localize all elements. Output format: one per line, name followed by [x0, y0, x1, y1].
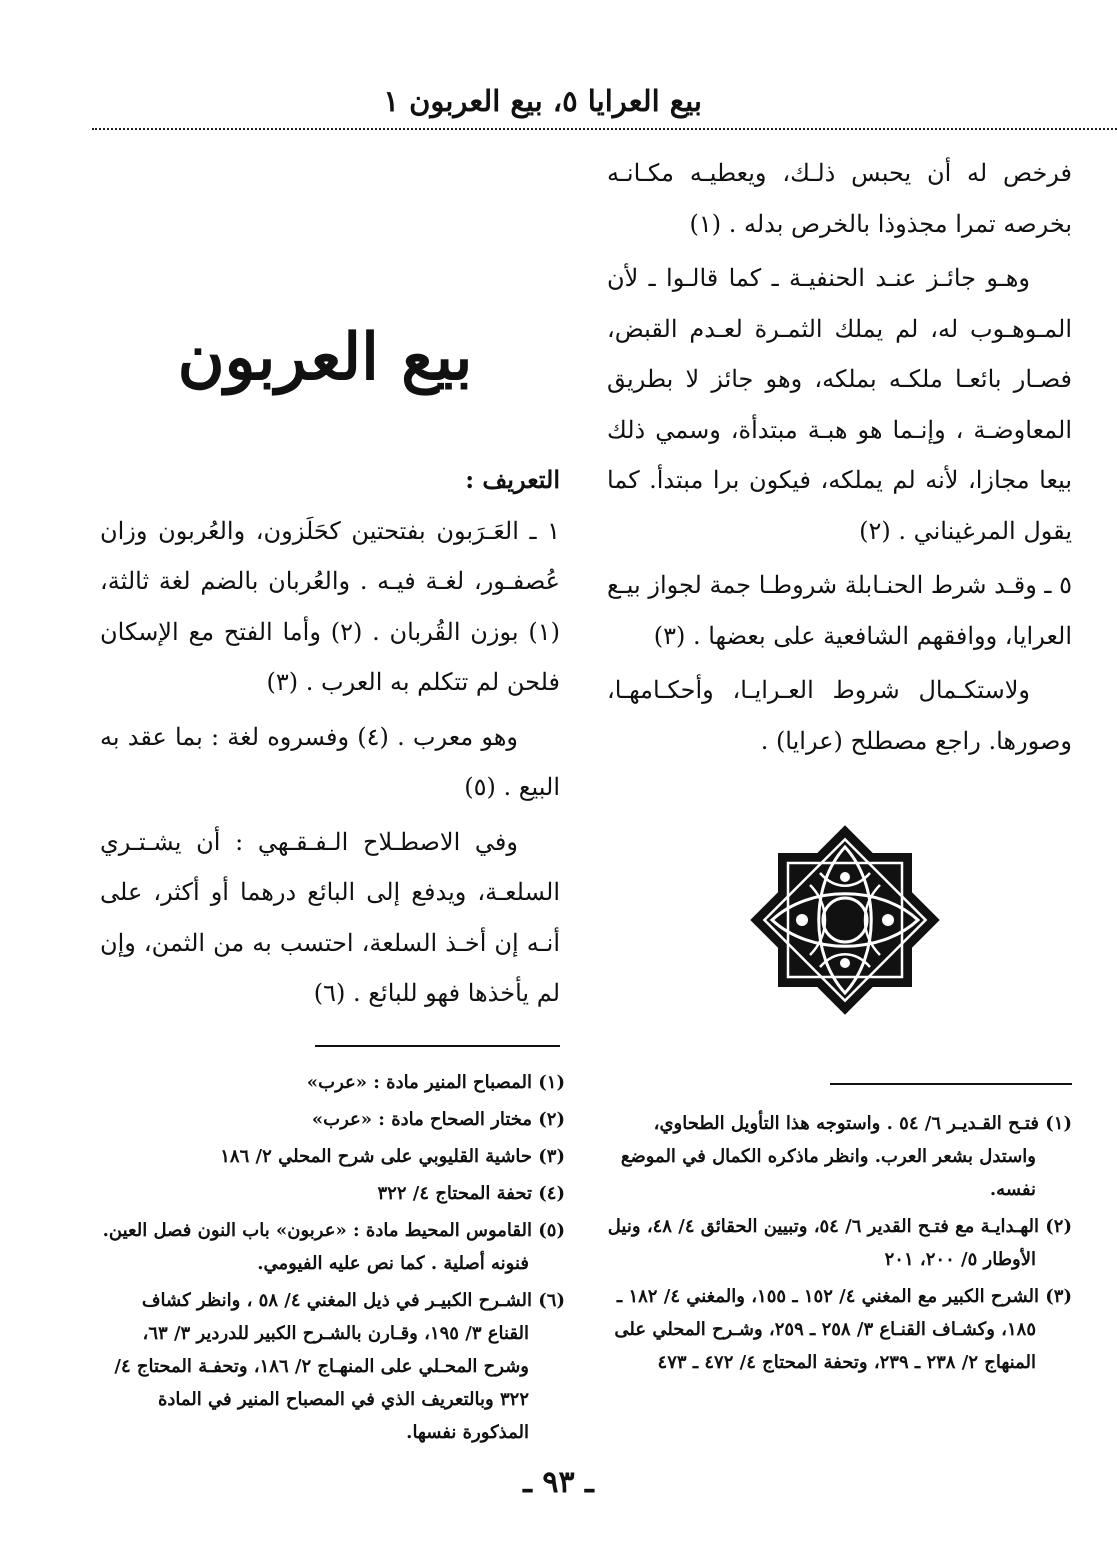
- paragraph: ولاستكـمال شروط العـرايـا، وأحكـامهـا، وصورها. راجع مصطلح (عرايا) .: [607, 676, 1072, 755]
- footnote: (٢) مختار الصحاح مادة : «عرب»: [311, 1109, 565, 1130]
- footnote: (٣) حاشية القليوبي على شرح المحلي ٢/ ١٨٦: [220, 1146, 565, 1167]
- paragraph: ٥ ـ وقـد شرط الحنـابلة شروطـا جمة لجواز بيـع العرايا، ووافقهم الشافعية على بعضها . (٣): [607, 571, 1072, 650]
- footnote: (١) فتـح القـديـر ٦/ ٥٤ . واستوجه هذا التأويل الطحاوي، واستدل بشعر العرب. وانظر ماذكره الكمال في الموضع نفسه.: [620, 1113, 1072, 1200]
- paragraph: وهو معرب . (٤) وفسروه لغة : بما عقد به البيع . (٥): [100, 722, 560, 801]
- paragraph: وفي الاصطـلاح الـفـقـهي : أن يشـتـري السلعـة، ويدفع إلى البائع درهما أو أكثر، على أنـه إن أخـذ السلعة، احتسب به من الثمن، وإن لم يأخذها فهو للبائع . (٦): [100, 827, 560, 1007]
- entry-title: بيع العربون: [177, 320, 473, 395]
- paragraph: ١ ـ العَـرَبون بفتحتين كحَلَزون، والعُربون وزان عُصفـور، لغـة فيـه . والعُربان بالضم لغة ثالثة، (١) بوزن القُربان . (٢) وأما الفتح مع الإسكان فلحن لم تتكلم به العرب . (٣): [100, 516, 560, 696]
- running-head: بيع العرايا ٥، بيع العربون ١: [383, 84, 702, 118]
- footnote: (٢) الهـدايـة مع فتـح القدير ٦/ ٥٤، وتبيين الحقائق ٤/ ٤٨، ونيل الأوطار ٥/ ٢٠٠، ٢٠١: [607, 1216, 1072, 1270]
- paragraph: فرخص له أن يحبس ذلـك، ويعطيـه مكـانـه بخرصه تمرا مجذوذا بالخرص بدله . (١): [607, 159, 1072, 238]
- paragraph: وهـو جائـز عنـد الحنفيـة ـ كما قالـوا ـ لأن المـوهـوب له، لم يملك الثمـرة لعـدم القبض، فصـار بائعـا ملكـه بملكه، وهو جائز لا بطريق المعاوضـة ، وإنـما هو هبـة مبتدأة، وسمي ذلك بيعا مجازا، لأنه لم يملكه، فيكون برا مبتدأ. كما يقول المرغيناني . (٢): [607, 264, 1072, 545]
- footnote: (١) المصباح المنير مادة : «عرب»: [306, 1072, 565, 1093]
- right-column: [607, 148, 1072, 766]
- header-dotted-rule: [92, 128, 1117, 130]
- footnotes-left: [100, 1066, 565, 1453]
- page-number: ـ ٩٣ ـ: [523, 1465, 594, 1500]
- footnote-rule: [830, 1083, 1072, 1085]
- left-column: [100, 455, 560, 1019]
- footnote-rule: [315, 1045, 560, 1047]
- footnote: (٥) القاموس المحيط مادة : «عربون» باب النون فصل العين. فنونه أصلية . كما نص عليه الفيومي.: [102, 1220, 565, 1274]
- islamic-star-ornament-icon: [740, 815, 950, 1025]
- footnote: (٤) تحفة المحتاج ٤/ ٣٢٢: [377, 1183, 565, 1204]
- section-label: التعريف :: [465, 465, 560, 494]
- footnotes-right: [607, 1107, 1072, 1383]
- footnote: (٦) الشـرح الكبيـر في ذيل المغني ٤/ ٥٨ ، وانظر كشاف القناع ٣/ ١٩٥، وقـارن بالشـرح الكبير للدردير ٣/ ٦٣، وشرح المحـلي على المنهـاج ٢/ ١٨٦، وتحفـة المحتاج ٤/ ٣٢٢ وبالتعريف الذي في المصباح المنير في المادة المذكورة نفسها.: [114, 1290, 565, 1443]
- footnote: (٣) الشرح الكبير مع المغني ٤/ ١٥٢ ـ ١٥٥، والمغني ٤/ ١٨٢ ـ ١٨٥، وكشـاف القنـاع ٣/ ٢٥٨ ـ ٢٥٩، وشـرح المحلي على المنهاج ٢/ ٢٣٨ ـ ٢٣٩، وتحفة المحتاج ٤/ ٤٧٢ ـ ٤٧٣: [614, 1286, 1072, 1373]
